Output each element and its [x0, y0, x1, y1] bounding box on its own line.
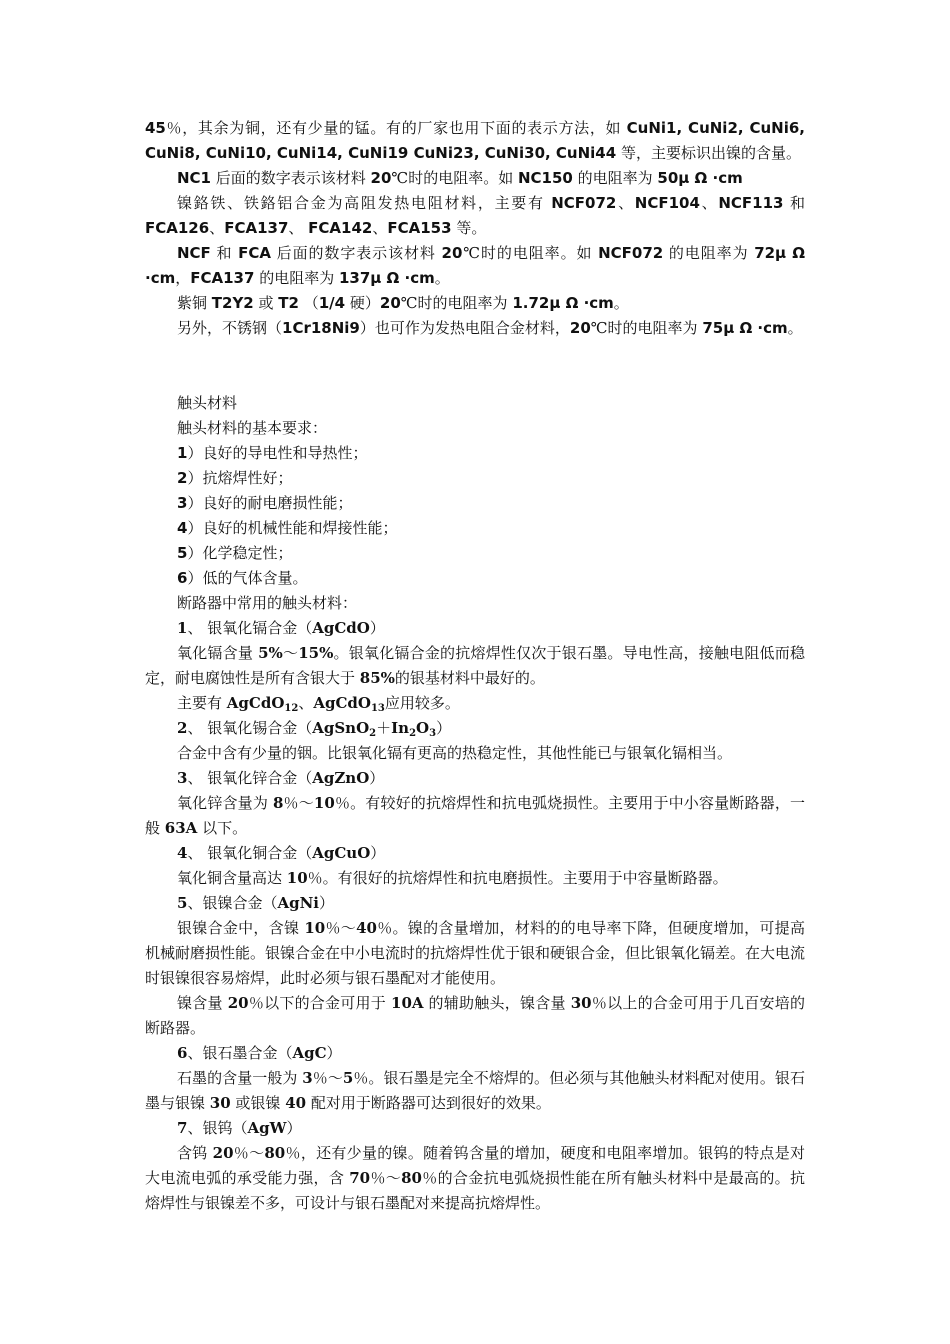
material-paragraph-agc: 石墨的含量一般为 3％～5％。银石墨是完全不熔焊的。但必须与其他触头材料配对使用。银石墨与银镍 30 或银镍 40 配对用于断路器可达到很好的效果。: [145, 1069, 805, 1112]
breaker-materials-intro: 断路器中常用的触头材料：: [177, 594, 358, 612]
material-paragraph-agsno2: 合金中含有少量的铟。比银氧化镉有更高的热稳定性，其他性能已与银氧化镉相当。: [177, 744, 733, 762]
material-heading-agzno: 3、 银氧化锌合金（AgZnO）: [177, 769, 385, 787]
requirement-item: 2）抗熔焊性好；: [177, 469, 293, 487]
material-heading-agsno2: 2、 银氧化锡合金$(AgSnO_2+In_2O_3)$: [177, 719, 452, 739]
requirement-item: 6）低的气体含量。: [177, 569, 308, 587]
material-heading-agcdo: 1、 银氧化镉合金（AgCdO）: [177, 619, 385, 637]
requirement-item: 5）化学稳定性；: [177, 544, 293, 562]
requirement-item: 1）良好的导电性和导热性；: [177, 444, 368, 462]
requirement-item: 4）良好的机械性能和焊接性能；: [177, 519, 398, 537]
paragraph-nc1: NC1 后面的数字表示该材料 20℃时的电阻率。如 NC150 的电阻率为 50μ Ω ·cm: [177, 169, 743, 187]
material-heading-agw: 7、银钨（AgW）: [177, 1119, 302, 1137]
material-paragraph-agzno: 氧化锌含量为 8％～10％。有较好的抗熔焊性和抗电弧烧损性。主要用于中小容量断路器，一般 63A 以下。: [145, 794, 805, 837]
material-heading-agni: 5、银镍合金（AgNi）: [177, 894, 335, 912]
material-heading-agcuo: 4、 银氧化铜合金（AgCuO）: [177, 844, 386, 862]
paragraph-copper: 紫铜 T2Y2 或 T2 （1/4 硬）20℃时的电阻率为 1.72μ Ω ·cm。: [177, 294, 629, 312]
material-paragraph-agcdo: 氧化镉含量 5%～15%。银氧化镉合金的抗熔焊性仅次于银石墨。导电性高，接触电阻低而稳定，耐电腐蚀性是所有含银大于 85%的银基材料中最好的。: [145, 644, 805, 687]
requirement-item: 3）良好的耐电磨损性能；: [177, 494, 353, 512]
material-paragraph-agcdo-types: 主要有 AgCdO$_{12}$、AgCdO$_{13}$应用较多。: [177, 694, 460, 714]
material-paragraph-agw: 含钨 20％～80％，还有少量的镍。随着钨含量的增加，硬度和电阻率增加。银钨的特点是对大电流电弧的承受能力强，含 70％～80％的合金抗电弧烧损性能在所有触头材料中是最高的。抗熔焊性与银镍差不多，可设计与银石墨配对来提高抗熔焊性。: [145, 1144, 805, 1212]
paragraph-cuni: 45％，其余为铜，还有少量的锰。有的厂家也用下面的表示方法，如 CuNi1, CuNi2, CuNi6, CuNi8, CuNi10, CuNi14, CuNi19 CuNi23, CuNi30, CuNi44 等，主要标识出镍的含量。: [145, 119, 805, 162]
paragraph-ncf: NCF 和 FCA 后面的数字表示该材料 20℃时的电阻率。如 NCF072 的电阻率为 72μ Ω ·cm，FCA137 的电阻率为 137μ Ω ·cm。: [145, 244, 805, 287]
material-paragraph-agni: 银镍合金中，含镍 10％～40％。镍的含量增加，材料的的电导率下降，但硬度增加，可提高机械耐磨损性能。银镍合金在中小电流时的抗熔焊性优于银和硬银合金，但比银氧化镉差。在大电流时银镍很容易熔焊，此时必须与银石墨配对才能使用。: [145, 919, 806, 987]
material-paragraph-agni-usage: 镍含量 20％以下的合金可用于 10A 的辅助触头，镍含量 30％以上的合金可用于几百安培的断路器。: [145, 994, 805, 1037]
material-paragraph-agcuo: 氧化铜含量高达 10％。有很好的抗熔焊性和抗电磨损性。主要用于中容量断路器。: [177, 869, 728, 887]
paragraph-nicr: 镍鉻铁、铁鉻铝合金为高阻发热电阻材料，主要有 NCF072、NCF104、NCF113 和 FCA126、FCA137、 FCA142、FCA153 等。: [145, 194, 805, 237]
section-title: 触头材料: [177, 394, 238, 412]
material-heading-agc: 6、银石墨合金（AgC）: [177, 1044, 342, 1062]
paragraph-stainless: 另外，不锈钢（1Cr18Ni9）也可作为发热电阻合金材料，20℃时的电阻率为 75μ Ω ·cm。: [177, 319, 803, 337]
requirements-intro: 触头材料的基本要求：: [177, 419, 328, 437]
